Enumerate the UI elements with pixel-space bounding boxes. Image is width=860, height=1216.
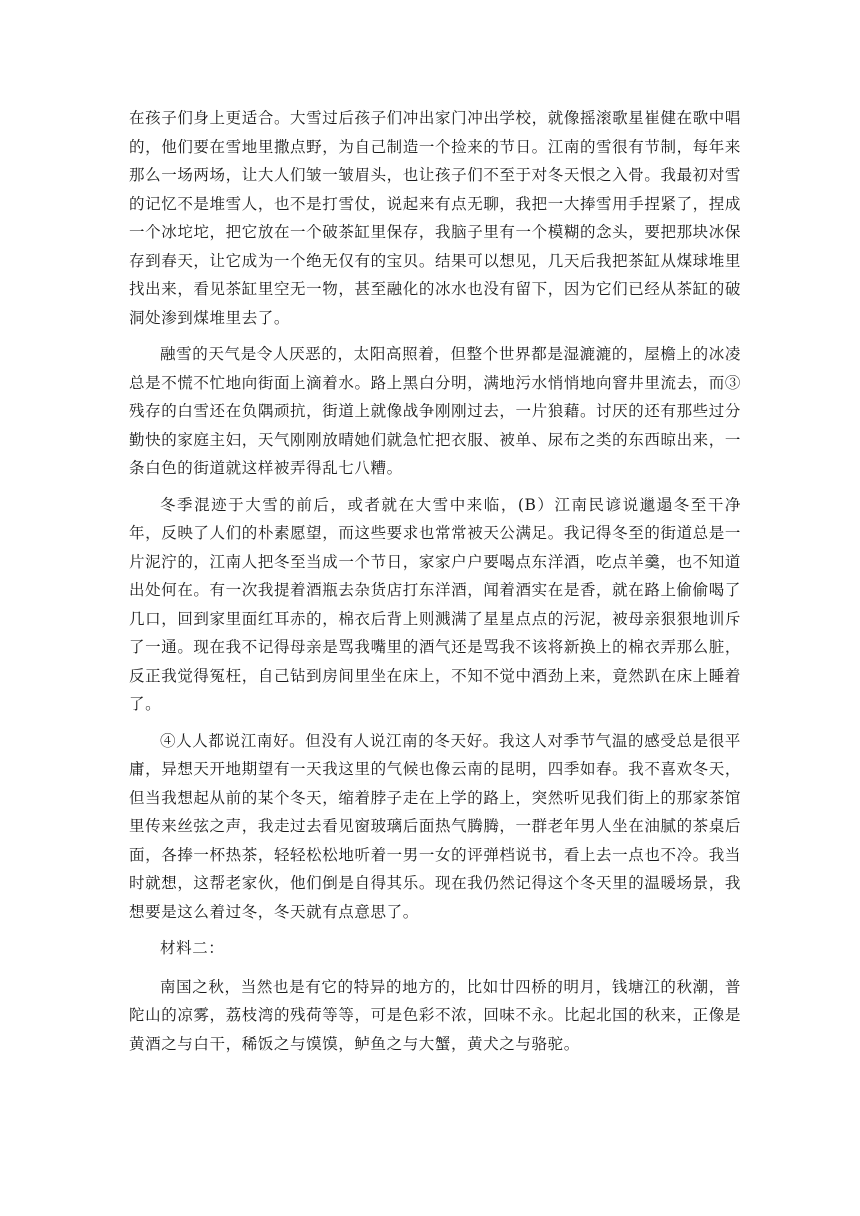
paragraph-snow-memory: 在孩子们身上更适合。大雪过后孩子们冲出家门冲出学校，就像摇滚歌星崔健在歌中唱的，他们要在雪地里撒点野，为自己制造一个捡来的节日。江南的雪很有节制，每年来那么一场两场，让大人们皱一皱眉头，也让孩子们不至于对冬天恨之入骨。我最初对雪的记忆不是堆雪人，也不是打雪仗，说起来有点无聊，我把一大捧雪用手捏紧了，捏成一个冰坨坨，把它放在一个破茶缸里保存，我脑子里有一个模糊的念头，要把那块冰保存到春天，让它成为一个绝无仅有的宝贝。结果可以想见，几天后我把茶缸从煤球堆里找出来，看见茶缸里空无一物，甚至融化的冰水也没有留下，因为它们已经从茶缸的破洞处渗到煤堆里去了。 [129,109,741,327]
document-body [129,104,741,1058]
paragraph-southern-autumn: 南国之秋，当然也是有它的特异的地方的，比如廿四桥的明月，钱塘江的秋潮，普陀山的凉雾，荔枝湾的残荷等等，可是色彩不浓，回味不永。比起北国的秋来，正像是黄酒之与白干，稀饭之与馍馍，鲈鱼之与大蟹，黄犬之与骆驼。 [129,977,741,1053]
paragraph-jiangnan-winter: ④人人都说江南好。但没有人说江南的冬天好。我这人对季节气温的感受总是很平庸，异想天开地期望有一天我这里的气候也像云南的昆明，四季如春。我不喜欢冬天，但当我想起从前的某个冬天，缩着脖子走在上学的路上，突然听见我们街上的那家茶馆里传来丝弦之声，我走过去看见窗玻璃后面热气腾腾，一群老年男人坐在油腻的茶桌后面，各捧一杯热茶，轻轻松松地听着一男一女的评弹档说书，看上去一点也不冷。我当时就想，这帮老家伙，他们倒是自得其乐。现在我仍然记得这个冬天里的温暖场景，我想要是这么着过冬，冬天就有点意思了。 [129,731,741,921]
paragraph-winter-solstice: 冬季混迹于大雪的前后，或者就在大雪中来临，(B）江南民谚说邋遢冬至干净年，反映了人们的朴素愿望，而这些要求也常常被天公满足。我记得冬至的街道总是一片泥泞的，江南人把冬至当成一个节日，家家户户要喝点东洋酒，吃点羊羹，也不知道出处何在。有一次我提着酒瓶去杂货店打东洋酒，闻着酒实在是香，就在路上偷偷喝了几口，回到家里面红耳赤的，棉衣后背上则溅满了星星点点的污泥，被母亲狠狠地训斥了一通。现在我不记得母亲是骂我嘴里的酒气还是骂我不该将新换上的棉衣弄那么脏，反正我觉得冤枉，自己钻到房间里坐在床上，不知不觉中酒劲上来，竟然趴在床上睡着了。 [129,495,741,713]
material-two-heading: 材料二： [160,939,225,957]
paragraph-melting-snow: 融雪的天气是令人厌恶的，太阳高照着，但整个世界都是湿漉漉的，屋檐上的冰凌总是不慌不忙地向街面上滴着水。路上黑白分明，满地污水悄悄地向窨井里流去，而③残存的白雪还在负隅顽抗，街道上就像战争刚刚过去，一片狼藉。讨厌的还有那些过分勤快的家庭主妇，天气刚刚放晴她们就急忙把衣服、被单、尿布之类的东西晾出来，一条白色的街道就这样被弄得乱七八糟。 [129,345,741,477]
